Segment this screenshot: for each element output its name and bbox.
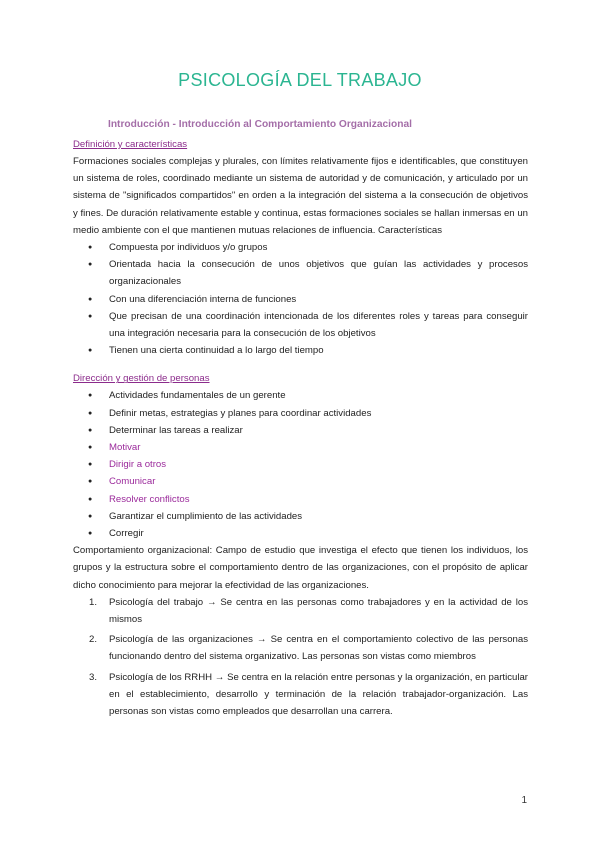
numbered-item [73, 669, 528, 721]
list-item-highlighted: ● Comunicar [73, 473, 528, 490]
paragraph-comportamiento: Comportamiento organizacional: Campo de estudio que investiga el efecto que tienen los individuos, los grupos y la estructura sobre el comportamiento dentro de las organizaciones, con el propósito de aplicar dicho conocimiento para mejorar la efectividad de las organizaciones. [73, 545, 528, 591]
list-item: ● Definir metas, estrategias y planes para coordinar actividades [73, 405, 528, 422]
item-text: Psicología de las organizaciones → Se centra en el comportamiento colectivo de las personas funcionando dentro del sistema organizativo. Las personas son vistas como miembros [109, 634, 528, 663]
item-text: Psicología del trabajo → Se centra en las personas como trabajadores y en la actividad de los mismos [109, 596, 528, 626]
list-item: ● Garantizar el cumplimiento de las actividades [73, 508, 528, 525]
item-number: 2. [89, 634, 98, 646]
page-number: 1 [521, 795, 527, 806]
section-heading-direccion[interactable]: Dirección y gestión de personas [73, 373, 210, 385]
bullet-list-caracteristicas [73, 239, 528, 359]
item-number: 1. [89, 596, 98, 608]
list-item: ● Que precisan de una coordinación intencionada de los diferentes roles y tareas para conseguir una integración necesaria para la consecución de los objetivos [73, 308, 528, 342]
list-item: ● Compuesta por individuos y/o grupos [73, 239, 528, 256]
list-item-highlighted: ● Motivar [73, 439, 528, 456]
page-title: PSICOLOGÍA DEL TRABAJO [178, 70, 422, 90]
item-text: Psicología de los RRHH → Se centra en la relación entre personas y la organización, en particular en el establecimiento, desarrollo y terminación de la relación trabajador-organización. Las personas son vistas como empleados que desarrollan una carrera. [109, 671, 528, 718]
paragraph-definicion: Formaciones sociales complejas y plurales, con límites relativamente fijos e identificables, que constituyen un sistema de roles, coordinado mediante un sistema de autoridad y de comunicación, y articulado por un sistema de "significados compartidos" en orden a la integración del sistema a la consecución de objetivos y fines. De duración relativamente estable y continua, estas formaciones sociales se hallan inmersas en un medio ambiente con el que mantienen mutuas relaciones de influencia. Características [73, 156, 528, 236]
list-item: ● Determinar las tareas a realizar [73, 422, 528, 439]
bullet-list-direccion [73, 387, 528, 542]
numbered-item [73, 594, 528, 628]
numbered-item [73, 631, 528, 665]
list-item-highlighted: ● Resolver conflictos [73, 491, 528, 508]
list-item: ● Tienen una cierta continuidad a lo largo del tiempo [73, 342, 528, 359]
list-item-highlighted: ● Dirigir a otros [73, 456, 528, 473]
item-number: 3. [89, 671, 98, 683]
page-subtitle: Introducción - Introducción al Comportamiento Organizacional [108, 119, 412, 130]
section-heading-definicion[interactable]: Definición y características [73, 139, 188, 150]
document-body [73, 136, 528, 723]
list-item: ● Actividades fundamentales de un gerente [73, 387, 528, 404]
list-item: ● Corregir [73, 525, 528, 542]
list-item: ● Orientada hacia la consecución de unos objetivos que guían las actividades y procesos organizacionales [73, 256, 528, 290]
list-item: ● Con una diferenciación interna de funciones [73, 291, 528, 308]
numbered-list [73, 594, 528, 720]
